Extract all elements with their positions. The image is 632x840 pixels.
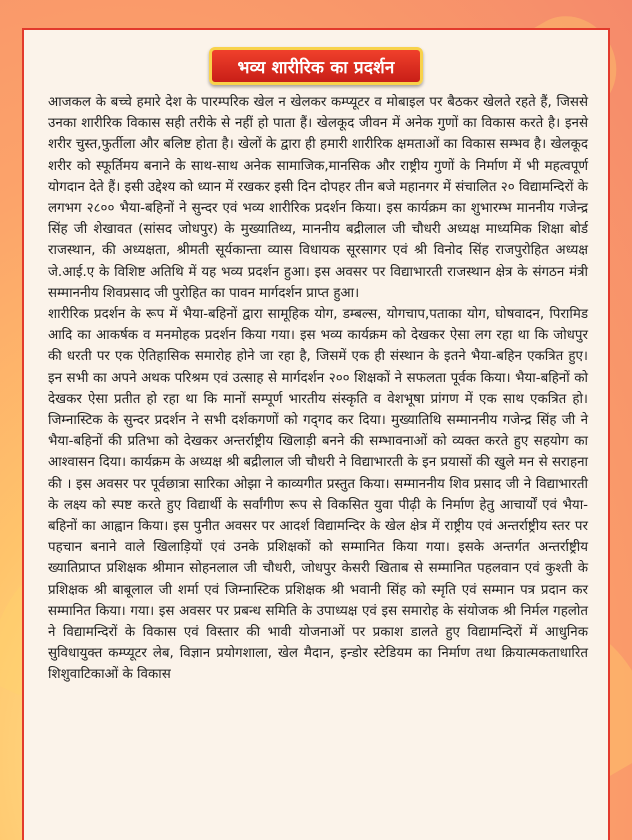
article-body: [48, 92, 588, 686]
paragraph-1: आजकल के बच्चे हमारे देश के पारम्परिक खेल न खेलकर कम्प्यूटर व मोबाइल पर बैठकर खेलते रहते हैं, जिससे उनका शारीरिक विकास सही तरीके से नहीं हो पाता हैं। खेलकूद जीवन में अनेक गुणों का विकास करते है। इनसे शरीर चुस्त,फुर्तीला और बलिष्ट होता है। खेलों के द्वारा ही हमारी शारीरिक क्षमताओं का विकास सम्भव है। खेलकूद शरीर को स्फूर्तिमय बनाने के साथ-साथ अनेक सामाजिक,मानसिक और राष्ट्रीय गुणों के निर्माण में भी महत्वपूर्ण योगदान देते हैं। इसी उद्देश्य को ध्यान में रखकर इसी दिन दोपहर तीन बजे महानगर में संचालित २० विद्यामन्दिरों के लगभग २८०० भैया-बहिनों ने सुन्दर एवं भव्य शारीरिक प्रदर्शन किया। इस कार्यक्रम का शुभारम्भ माननीय गजेन्द्र सिंह जी शेखावत (सांसद जोधपुर) के मुख्यातिथ्य, माननीय बद्रीलाल जी चौधरी अध्यक्ष माध्यमिक शिक्षा बोर्ड राजस्थान, की अध्यक्षता, श्रीमती सूर्यकान्ता व्यास विधायक सूरसागर एवं श्री विनोद सिंह राजपुरोहित अध्यक्ष जे.आई.ए के विशिष्ट अतिथि में यह भव्य प्रदर्शन हुआ। इस अवसर पर विद्याभारती राजस्थान क्षेत्र के संगठन मंत्री सम्माननीय शिवप्रसाद जी पुरोहित का पावन मार्गदर्शन प्राप्त हुआ।: [48, 95, 588, 301]
title-banner: [209, 47, 423, 85]
page-title: भव्य शारीरिक का प्रदर्शन: [237, 57, 395, 78]
paragraph-2: शारीरिक प्रदर्शन के रूप में भैया-बहिनों द्वारा सामूहिक योग, डम्बल्स, योगचाप,पताका योग, घोषवादन, पिरामिड आदि का आकर्षक व मनमोहक प्रदर्शन किया गया। इस भव्य कार्यक्रम को देखकर ऐसा लग रहा था कि जोधपुर की धरती पर एक ऐतिहासिक समारोह होने जा रहा है, जिसमें एक ही संस्थान के इतने भैया-बहिन एकत्रित हुए। इन सभी का अपने अथक परिश्रम एवं उत्साह से मार्गदर्शन २०० शिक्षकों ने सफलता पूर्वक किया। भैया-बहिनों को देखकर ऐसा प्रतीत हो रहा था कि मानों सम्पूर्ण भारतीय संस्कृति व वेशभूषा प्रांगण में एक साथ एकत्रित हो। जिम्नास्टिक के सुन्दर प्रदर्शन ने सभी दर्शकगणों को गद्‌गद कर दिया। मुख्यातिथि सम्माननीय गजेन्द्र सिंह जी ने भैया-बहिनों की प्रतिभा को देखकर अन्तर्राष्ट्रीय खिलाड़ी बनने की सम्भावनाओं को व्यक्त करते हुए सहयोग का आश्वासन दिया। कार्यक्रम के अध्यक्ष श्री बद्रीलाल जी चौधरी ने विद्याभारती के इन प्रयासों की खुले मन से सराहना की । इस अवसर पर पूर्वछात्रा सारिका ओझा ने काव्यगीत प्रस्तुत किया। सम्माननीय शिव प्रसाद जी ने विद्याभारती के लक्ष्य को स्पष्ट करते हुए विद्यार्थी के सर्वांगीण रूप से विकसित युवा पीढ़ी के निर्माण हेतु आचार्यों एवं भैया-बहिनों का आह्वान किया। इस पुनीत अवसर पर आदर्श विद्यामन्दिर के खेल क्षेत्र में राष्ट्रीय एवं अन्तर्राष्ट्रीय स्तर पर पहचान बनाने वाले खिलाड़ियों एवं उनके प्रशिक्षकों को सम्मानित किया गया। इसके अन्तर्गत अन्तर्राष्ट्रीय ख्यातिप्राप्त प्रशिक्षक श्रीमान सोहनलाल जी चौधरी, जोधपुर केसरी खिताब से सम्मानित पहलवान एवं कुश्ती के प्रशिक्षक श्री बाबूलाल जी शर्मा एवं जिम्नास्टिक प्रशिक्षक श्री भवानी सिंह को स्मृति एवं सम्मान पत्र प्रदान कर सम्मानित किया। गया। इस अवसर पर प्रबन्ध समिति के उपाध्यक्ष एवं इस समारोह के संयोजक श्री निर्मल गहलोत ने विद्यामन्दिरों के विकास एवं विस्तार की भावी योजनाओं पर प्रकाश डालते हुए विद्यामन्दिरों में आधुनिक सुविधायुक्त कम्प्यूटर लेब, विज्ञान प्रयोगशाला, खेल मैदान, इन्डोर स्टेडियम का निर्माण तथा क्रियात्मकताधारित शिशुवाटिकाओं के विकास: [48, 307, 588, 683]
